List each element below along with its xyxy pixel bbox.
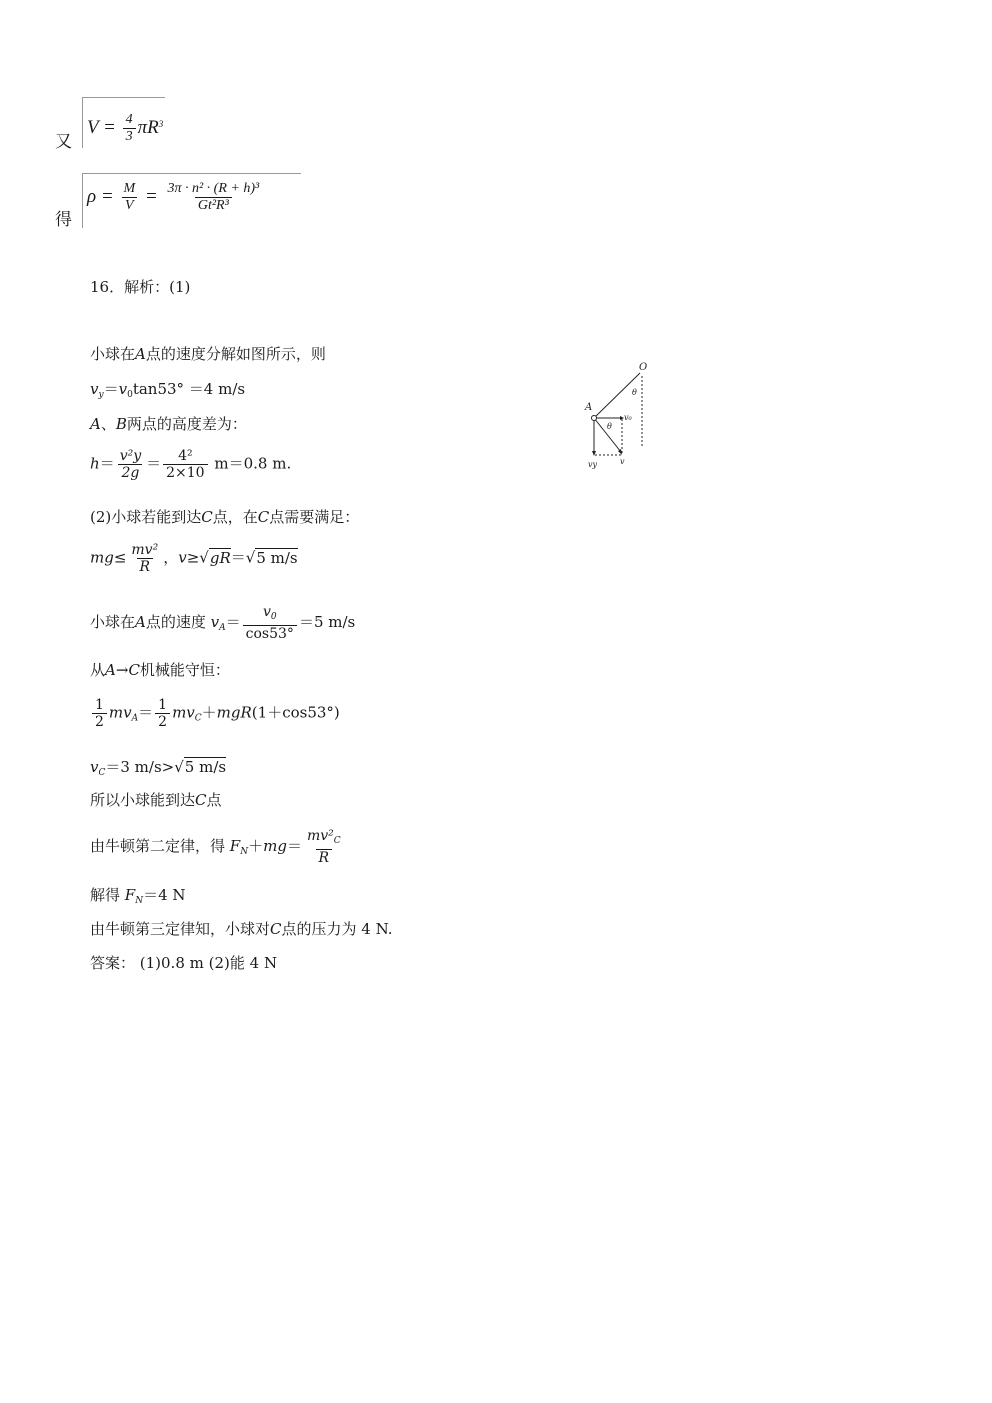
q16-line-velocity-decomp: 小球在A点的速度分解如图所示，则 <box>90 345 326 363</box>
q16-line-h: h＝ $\frac{\text{v²y}}{2g}$ ＝ $\frac{\text{4²}}{2\times 10}$ m＝0.8 m. <box>90 448 292 481</box>
diagram-label-o: O <box>639 362 648 373</box>
diagram-label-vy: vy <box>588 460 598 469</box>
velocity-decomposition-diagram <box>580 358 660 473</box>
q16-heading: 16．解析：(1) <box>90 278 191 296</box>
q16-line-newton3: 由牛顿第三定律知，小球对C点的压力为 4 N. <box>90 920 393 938</box>
q16-line-energy-intro: 从A→C机械能守恒： <box>90 661 230 679</box>
q16-line-part2: (2)小球若能到达C点，在C点需要满足： <box>90 508 360 526</box>
diagram-label-v: v <box>620 457 625 466</box>
label-you: 又 <box>55 132 72 152</box>
q16-line-solve: 解得 $F_N=4$ N <box>90 886 186 906</box>
formula-volume: V = $\frac{4}{3}$ $\pi R^3$ <box>82 97 165 148</box>
q16-line-newton2: 由牛顿第二定律，得 $F_N+mg=$ $\frac{mv^2_C}{R}$ <box>90 828 341 866</box>
q16-line-vy: $v_y=v_0\tan 53^\circ =4$ m/s <box>90 380 246 400</box>
q16-line-height-diff: A、B两点的高度差为： <box>90 415 247 433</box>
q16-line-energy-eq: $\frac{1}{2}$ $mv_A=$ $\frac{1}{2}$ $mv_C+mgR(1+\cos 53^\circ)$ <box>90 697 340 730</box>
diagram-label-theta-bottom: θ <box>607 422 612 431</box>
formula-density: ρ = $\frac{M}{V}$ = $\frac{\text{3π · n² · (R + h)³}}{\text{Gt²R³}}$ <box>82 173 301 228</box>
diagram-label-theta-top: θ <box>632 388 637 397</box>
q16-line-reach: 所以小球能到达C点 <box>90 791 222 809</box>
q16-line-vc: $v_C=3$ m/s>√5 m/s <box>90 758 227 778</box>
label-de: 得 <box>55 210 72 230</box>
q16-line-va: 小球在A点的速度 $v_A=$ $\frac{v_0}{\cos 53^\circ}$ ＝5 m/s <box>90 604 356 642</box>
diagram-label-a: A <box>585 402 593 413</box>
diagram-label-v0: v₀ <box>624 413 632 422</box>
q16-line-condition: mg≤ $\frac{\text{mv²}}{R}$ ，v≥√gR＝√5 m/s <box>90 542 298 575</box>
q16-answer: 答案： (1)0.8 m (2)能 4 N <box>90 954 278 972</box>
